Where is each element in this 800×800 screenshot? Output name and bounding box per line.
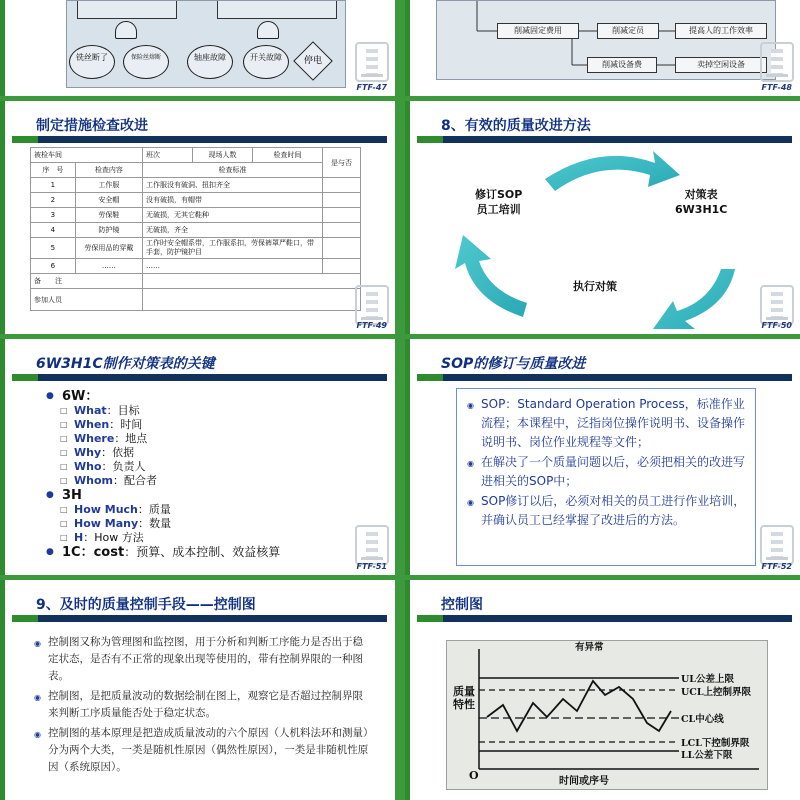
table-cell: 检查时间 — [253, 148, 323, 163]
lighthouse-watermark-icon — [760, 42, 794, 82]
table-row — [31, 193, 361, 208]
slide-improvement-cycle[interactable] — [405, 101, 800, 334]
table-row — [31, 289, 361, 311]
lighthouse-watermark-icon — [760, 285, 794, 325]
page-number: FTF-52 — [761, 562, 792, 571]
slide-control-chart-intro[interactable] — [0, 580, 395, 800]
or-gate-icon — [115, 21, 137, 39]
ul-label: UL公差上限 — [681, 674, 734, 685]
page-number: FTF-49 — [356, 321, 387, 330]
table-cell: 参加人员 — [31, 289, 143, 311]
tree-box — [77, 1, 177, 19]
slide-fault-tree[interactable] — [0, 0, 395, 96]
table-cell: 工作服 — [75, 178, 142, 193]
table-cell: 4 — [31, 223, 76, 238]
tree-box: 削减固定费用 — [497, 23, 579, 39]
cycle-arrow-left-icon — [455, 235, 527, 317]
title-rule — [12, 615, 387, 622]
slide-title: 8、有效的质量改进方法 — [441, 118, 591, 134]
cl-label: CL中心线 — [681, 714, 724, 725]
table-cell — [323, 223, 361, 238]
page-number: FTF-50 — [761, 321, 792, 330]
slide-inspection-table[interactable] — [0, 101, 395, 334]
slide-accent-bar — [405, 0, 410, 96]
page-number: FTF-51 — [356, 562, 387, 571]
tree-box: 提高人的工作效率 — [675, 23, 767, 39]
cycle-label-right: 对策表 6W3H1C — [675, 188, 728, 216]
list-item: ◉ 控制图又称为管理图和监控图，用于分析和判断工序能力是否出于稳定状态，是否有不正常的现象出现等使用的，带有控制界限的一种图表。 — [34, 634, 372, 685]
table-cell: 6 — [31, 259, 76, 274]
cycle-arrow-top-icon — [545, 151, 680, 191]
lcl-label: LCL下控制界限 — [681, 738, 750, 749]
table-cell: 安全帽 — [75, 193, 142, 208]
slide-accent-bar — [0, 0, 5, 96]
or-gate-icon — [257, 21, 279, 39]
table-row — [31, 208, 361, 223]
cycle-label-left: 修订SOP 员工培训 — [475, 188, 523, 216]
tree-box: 卖掉空闲设备 — [675, 57, 767, 73]
table-cell: 检查内容 — [75, 163, 142, 178]
tree-box: 削减设备费 — [587, 57, 657, 73]
lighthouse-watermark-icon — [355, 525, 389, 565]
table-cell — [323, 259, 361, 274]
fault-node: 开关故障 — [243, 45, 289, 79]
list-item: □ Why：依据 — [46, 446, 346, 460]
tree-connectors — [437, 1, 777, 81]
table-cell: 工作服没有破洞、扭扣齐全 — [143, 178, 323, 193]
list-item: □ Whom：配合者 — [46, 474, 346, 488]
table-cell: 无破损，无其它鞋种 — [143, 208, 323, 223]
table-cell: 备 注 — [31, 274, 143, 289]
lighthouse-watermark-icon — [355, 285, 389, 325]
table-cell: …… — [143, 259, 323, 274]
list-item: ◉ 控制图的基本原理是把造成质量波动的六个原因（人机料法环和测量）分为两个大类，一类是随机性原因（偶然性原因），一类是非随机性原因（系统原因）。 — [34, 725, 372, 776]
cycle-arrow-right-icon — [653, 269, 735, 329]
cost-tree-photo — [436, 0, 776, 80]
table-cell: 2 — [31, 193, 76, 208]
slide-accent-bar — [405, 339, 410, 575]
tree-box — [217, 1, 337, 19]
slide-title: 6W3H1C制作对策表的关键 — [36, 356, 215, 372]
table-cell: 劳保用品的穿戴 — [75, 238, 142, 259]
table-row — [31, 223, 361, 238]
table-cell — [323, 193, 361, 208]
table-cell: 5 — [31, 238, 76, 259]
title-rule — [12, 136, 387, 143]
list-item: □ What：目标 — [46, 404, 346, 418]
table-row — [31, 163, 361, 178]
anomaly-label: 有异常 — [575, 642, 604, 653]
lighthouse-watermark-icon — [355, 42, 389, 82]
table-cell — [323, 178, 361, 193]
table-cell: 3 — [31, 208, 76, 223]
table-cell — [143, 289, 361, 311]
table-cell: 1 — [31, 178, 76, 193]
lighthouse-watermark-icon — [760, 525, 794, 565]
fault-tree-photo — [66, 0, 346, 88]
page-number: FTF-48 — [761, 83, 792, 92]
table-cell: …… — [75, 259, 142, 274]
list-heading: ● 6W： — [46, 389, 346, 404]
table-cell — [143, 274, 361, 289]
title-rule — [12, 374, 387, 381]
list-item: ◉ SOP：Standard Operation Process，标准作业流程；本课程中，泛指岗位操作说明书、设备操作说明书、岗位作业规程等文件； — [467, 395, 747, 452]
slide-title: 制定措施检查改进 — [36, 118, 148, 134]
slide-title: 控制图 — [441, 597, 483, 613]
table-cell: 无破损，齐全 — [143, 223, 323, 238]
list-item: □ When：时间 — [46, 418, 346, 432]
table-cell: 没有破损，有帽带 — [143, 193, 323, 208]
table-cell: 防护镜 — [75, 223, 142, 238]
table-cell: 工作时安全帽系带，工作服系扣，劳保裤罩严鞋口，带手套，防护镜护目 — [143, 238, 323, 259]
list-item: □ H：How 方法 — [46, 531, 346, 545]
list-item: □ Who：负责人 — [46, 460, 346, 474]
cycle-label-bottom: 执行对策 — [573, 280, 617, 293]
slide-6w3h1c[interactable] — [0, 339, 395, 575]
table-cell: 检查标准 — [143, 163, 323, 178]
slide-title: 9、及时的质量控制手段——控制图 — [36, 597, 256, 613]
list-item: ◉ 控制图，是把质量波动的数据绘制在图上，观察它是否超过控制界限来判断工序质量能否处于稳定状态。 — [34, 688, 372, 722]
quality-line — [487, 681, 671, 731]
title-rule — [417, 374, 792, 381]
slide-accent-bar — [0, 101, 5, 334]
table-cell: 劳保鞋 — [75, 208, 142, 223]
origin-label: O — [469, 769, 479, 782]
fault-node: 保险丝熔断 — [123, 45, 169, 79]
slide-title: SOP的修订与质量改进 — [441, 356, 586, 372]
ll-label: LL公差下限 — [681, 750, 733, 761]
table-cell: 是与否 — [323, 148, 361, 178]
table-row — [31, 148, 361, 163]
table-cell: 现场人数 — [193, 148, 253, 163]
tree-box: 削减定员 — [597, 23, 659, 39]
table-row — [31, 274, 361, 289]
table-cell — [323, 238, 361, 259]
y-axis-label: 质量特性 — [453, 685, 475, 711]
ucl-label: UCL上控制界限 — [681, 687, 752, 698]
sop-text-box — [456, 388, 756, 566]
intro-list — [34, 634, 372, 779]
list-item: □ Where：地点 — [46, 432, 346, 446]
slide-accent-bar — [0, 339, 5, 575]
page-number: FTF-47 — [356, 83, 387, 92]
table-row — [31, 238, 361, 259]
x-axis-label: 时间或序号 — [559, 776, 609, 787]
table-row — [31, 178, 361, 193]
list-item: ◉ SOP修订以后，必须对相关的员工进行作业培训，并确认员工已经掌握了改进后的方法。 — [467, 492, 747, 530]
list-heading: ● 1C：cost：预算、成本控制、效益核算 — [46, 545, 346, 560]
title-rule — [417, 615, 792, 622]
list-heading: ● 3H — [46, 488, 346, 503]
slide-accent-bar — [405, 580, 410, 800]
control-chart-photo — [446, 640, 768, 790]
slide-accent-bar — [0, 580, 5, 800]
table-cell: 班次 — [143, 148, 193, 163]
fault-diamond: 停电 — [293, 41, 333, 81]
fault-node: 轴座故障 — [187, 45, 233, 79]
list-item: ◉ 在解决了一个质量问题以后，必须把相关的改进写进相关的SOP中； — [467, 453, 747, 491]
table-cell — [323, 208, 361, 223]
slide-cost-tree[interactable] — [405, 0, 800, 96]
inspection-table — [30, 147, 361, 311]
table-cell: 被检车间 — [31, 148, 143, 163]
list-item: □ How Many：数量 — [46, 517, 346, 531]
6w3h1c-list — [46, 389, 346, 560]
table-row — [31, 259, 361, 274]
fault-node: 铣丝断了 — [69, 45, 115, 79]
table-cell: 序 号 — [31, 163, 76, 178]
cycle-arrows — [405, 141, 800, 331]
list-item: □ How Much：质量 — [46, 503, 346, 517]
